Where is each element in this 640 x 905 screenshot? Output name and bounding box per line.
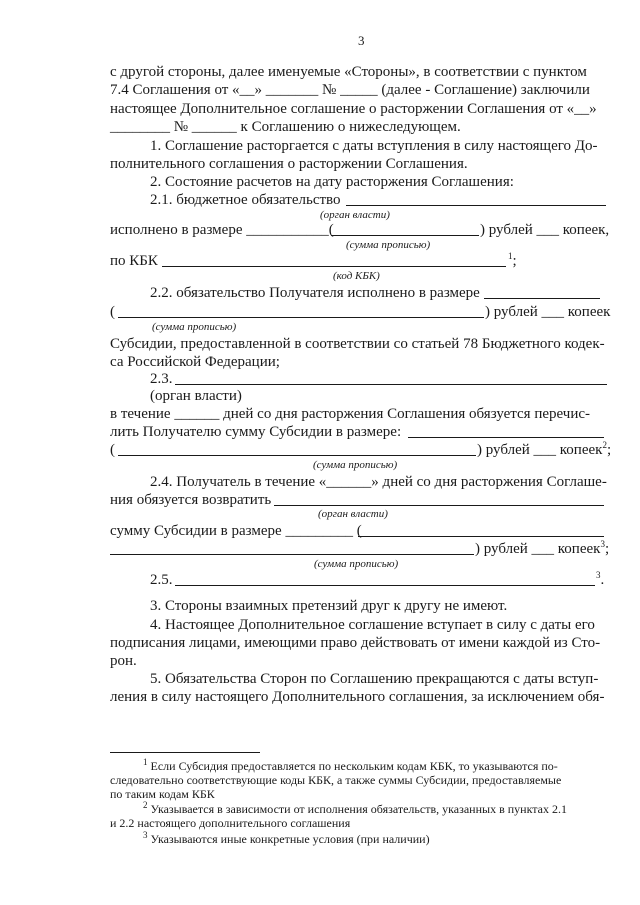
blank-organ-vlasti-2	[175, 384, 607, 385]
clause-2-1-line-1: 2.1. бюджетное обязательство	[150, 192, 341, 208]
clause-2-2-line-1: 2.2. обязательство Получателя исполнено в размере	[150, 285, 480, 301]
caption-summa-propisyu: (сумма прописью)	[346, 239, 431, 251]
intro-line-2: 7.4 Соглашения от «__» _______ № _____ (далее - Соглашение) заключили	[110, 82, 590, 98]
clause-2-4-line-3: сумму Субсидии в размере _________ (	[110, 523, 362, 539]
paragraph-1-line-2: полнительного соглашения о расторжении Соглашения.	[110, 156, 468, 172]
clause-2-3-line-3: лить Получателю сумму Субсидии в размере:	[110, 424, 402, 440]
caption-organ-vlasti: (орган власти)	[318, 508, 388, 520]
clause-2-1-line-2-tail: ) рублей ___ копеек,	[480, 222, 610, 238]
footnote-2-line-1: $^2$ Указывается в зависимости от исполнения обязательств, указанных в пунктах 2.1	[143, 800, 567, 816]
footnote-3-line-1: $^3$ Указываются иные конкретные условия (при наличии)	[143, 830, 430, 846]
page-number: 3	[358, 33, 365, 48]
blank-summa-2b	[118, 317, 484, 318]
footnote-2-line-2: и 2.2 настоящего дополнительного соглашения	[110, 816, 351, 830]
blank-summa-4b	[110, 554, 474, 555]
footnote-separator	[110, 752, 260, 753]
blank-clause-2-5	[175, 585, 595, 586]
footnote-1-line-3: по таким кодам КБК	[110, 787, 215, 801]
blank-organ-vlasti-3	[274, 505, 604, 506]
caption-summa-propisyu: (сумма прописью)	[314, 558, 399, 570]
blank-summa-2a	[484, 298, 600, 299]
footnote-1-line-1: $^1$ Если Субсидия предоставляется по нескольким кодам КБК, то указываются по-	[143, 757, 558, 773]
clause-2-4-line-4-tail: ) рублей ___ копеек$^3$;	[475, 539, 610, 557]
clause-2-3-line-4-open: (	[110, 442, 115, 458]
footnote-mark-3: $^3$.	[596, 570, 605, 588]
clause-2-3-line-4-tail: ) рублей ___ копеек$^2$;	[477, 440, 612, 458]
blank-summa-1	[331, 235, 479, 236]
blank-summa-3b	[118, 455, 476, 456]
clause-2-1-line-3: по КБК	[110, 253, 158, 269]
clause-2-3-line-1: 2.3.	[150, 371, 173, 387]
paragraph-2: 2. Состояние расчетов на дату расторжения Соглашения:	[150, 174, 514, 190]
intro-line-4: ________ № ______ к Соглашению о нижеследующем.	[110, 119, 461, 135]
paragraph-5-line-2: ления в силу настоящего Дополнительного соглашения, за исключением обя-	[110, 689, 605, 705]
paragraph-4-line-3: рон.	[110, 653, 137, 669]
clause-2-5: 2.5.	[150, 572, 173, 588]
clause-2-2-line-4: са Российской Федерации;	[110, 354, 280, 370]
caption-kod-kbk: (код КБК)	[333, 270, 380, 282]
blank-summa-4a	[358, 536, 604, 537]
caption-summa-propisyu: (сумма прописью)	[313, 459, 398, 471]
caption-summa-propisyu: (сумма прописью)	[152, 321, 237, 333]
caption-organ-vlasti: (орган власти)	[320, 209, 390, 221]
clause-2-4-line-2: ния обязуется возвратить	[110, 492, 272, 508]
paragraph-1-line-1: 1. Соглашение расторгается с даты вступления в силу настоящего До-	[150, 138, 598, 154]
paragraph-4-line-2: подписания лицами, имеющими право действовать от имени каждой из Сто-	[110, 635, 601, 651]
blank-summa-3a	[408, 437, 604, 438]
clause-2-3-line-2: в течение ______ дней со дня расторжения Соглашения обязуется перечис-	[110, 406, 591, 422]
clause-2-2-line-2-open: (	[110, 304, 115, 320]
clause-2-2-line-3: Субсидии, предоставленной в соответствии со статьей 78 Бюджетного кодек-	[110, 336, 605, 352]
intro-line-1: с другой стороны, далее именуемые «Стороны», в соответствии с пунктом	[110, 64, 587, 80]
clause-2-3-organ: (орган власти)	[150, 388, 242, 404]
paragraph-4-line-1: 4. Настоящее Дополнительное соглашение вступает в силу с даты его	[150, 617, 595, 633]
clause-2-1-line-2: исполнено в размере ___________(	[110, 222, 334, 238]
clause-2-4-line-1: 2.4. Получатель в течение «______» дней со дня расторжения Соглаше-	[150, 474, 607, 490]
paragraph-5-line-1: 5. Обязательства Сторон по Соглашению прекращаются с даты вступ-	[150, 671, 599, 687]
paragraph-3: 3. Стороны взаимных претензий друг к другу не имеют.	[150, 598, 508, 614]
intro-line-3: настоящее Дополнительное соглашение о расторжении Соглашения от «__»	[110, 101, 597, 117]
footnote-1-line-2: следовательно соответствующие коды КБК, а также суммы Субсидии, предоставляемые	[110, 773, 562, 787]
blank-kbk	[162, 266, 506, 267]
footnote-mark-1: $^1$;	[508, 251, 517, 269]
clause-2-2-line-2-tail: ) рублей ___ копеек	[485, 304, 611, 320]
blank-organ-vlasti-1	[346, 205, 606, 206]
